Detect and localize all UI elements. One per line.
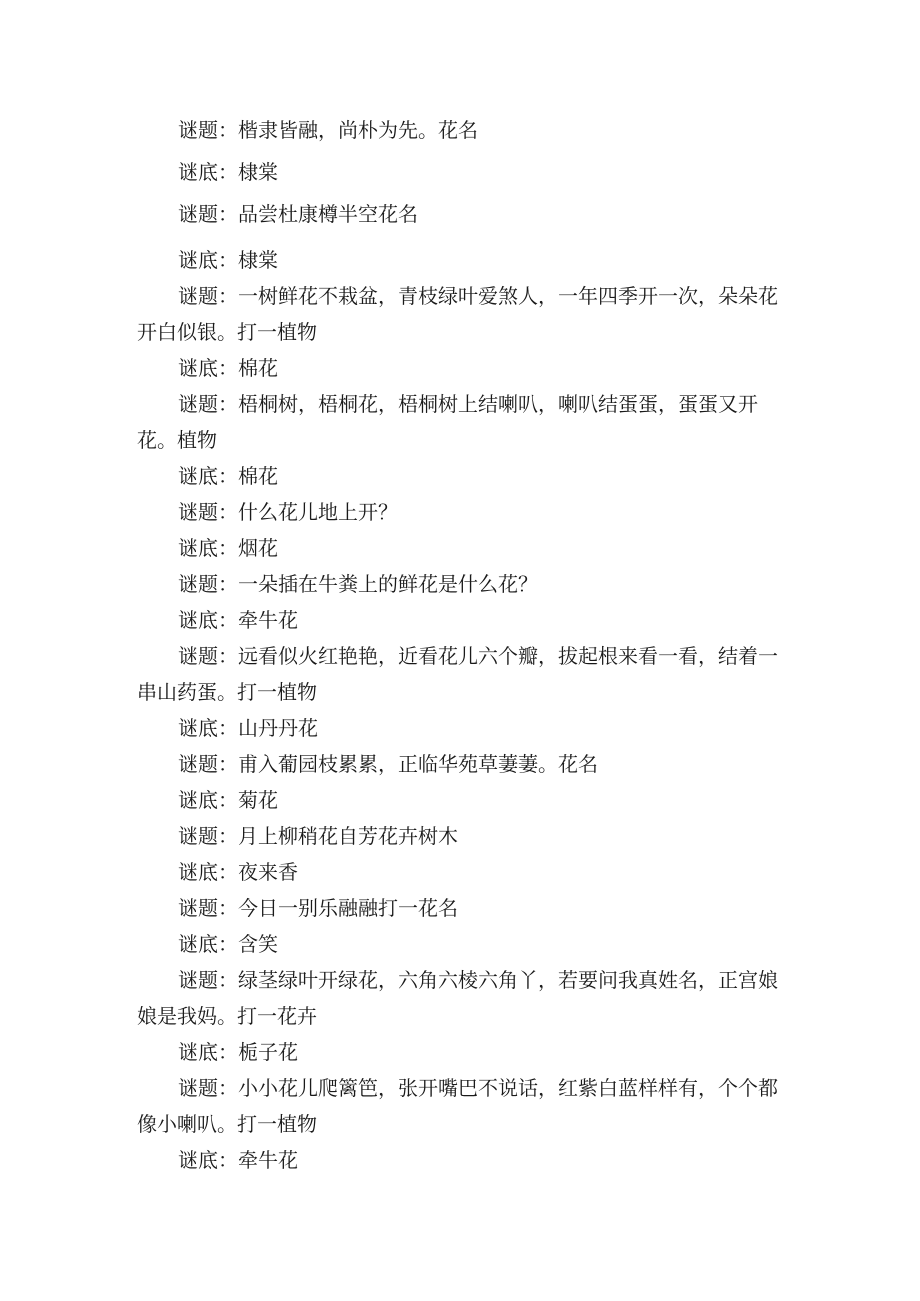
riddle-question-11: 谜题：绿茎绿叶开绿花，六角六棱六角丫，若要问我真姓名，正宫娘娘是我妈。打一花卉 [137, 968, 778, 1028]
riddle-question-12: 谜题：小小花儿爬篱笆，张开嘴巴不说话，红紫白蓝样样有，个个都像小喇叭。打一植物 [137, 1076, 778, 1136]
riddle-question-8: 谜题：甫入葡园枝累累，正临华苑草萋萋。花名 [178, 752, 598, 776]
riddle-question-10: 谜题：今日一别乐融融打一花名 [178, 896, 458, 920]
riddle-question-4: 谜题：梧桐树，梧桐花，梧桐树上结喇叭，喇叭结蛋蛋，蛋蛋又开花。植物 [137, 392, 758, 452]
riddle-answer-1: 谜底：棣棠 [178, 160, 278, 184]
riddle-question-2: 谜题：品尝杜康樽半空花名 [178, 202, 418, 226]
riddle-answer-11: 谜底：栀子花 [178, 1040, 298, 1064]
riddle-answer-9: 谜底：夜来香 [178, 860, 298, 884]
riddle-answer-7: 谜底：山丹丹花 [178, 716, 318, 740]
riddle-question-7: 谜题：远看似火红艳艳，近看花儿六个瓣，拔起根来看一看，结着一串山药蛋。打一植物 [137, 644, 778, 704]
riddle-question-1: 谜题：楷隶皆融，尚朴为先。花名 [178, 118, 478, 142]
riddle-answer-10: 谜底：含笑 [178, 932, 278, 956]
riddle-answer-2: 谜底：棣棠 [178, 248, 278, 272]
riddle-question-9: 谜题：月上柳稍花自芳花卉树木 [178, 824, 458, 848]
riddle-answer-3: 谜底：棉花 [178, 356, 278, 380]
riddle-answer-12: 谜底：牵牛花 [178, 1148, 298, 1172]
riddle-question-3: 谜题：一树鲜花不栽盆，青枝绿叶爱煞人，一年四季开一次，朵朵花开白似银。打一植物 [137, 284, 778, 344]
riddle-answer-4: 谜底：棉花 [178, 464, 278, 488]
riddle-answer-8: 谜底：菊花 [178, 788, 278, 812]
riddle-answer-5: 谜底：烟花 [178, 536, 278, 560]
riddle-answer-6: 谜底：牵牛花 [178, 608, 298, 632]
riddle-question-5: 谜题：什么花儿地上开？ [178, 500, 398, 524]
riddle-text-block [137, 112, 783, 1178]
riddle-question-6: 谜题：一朵插在牛粪上的鲜花是什么花？ [178, 572, 538, 596]
